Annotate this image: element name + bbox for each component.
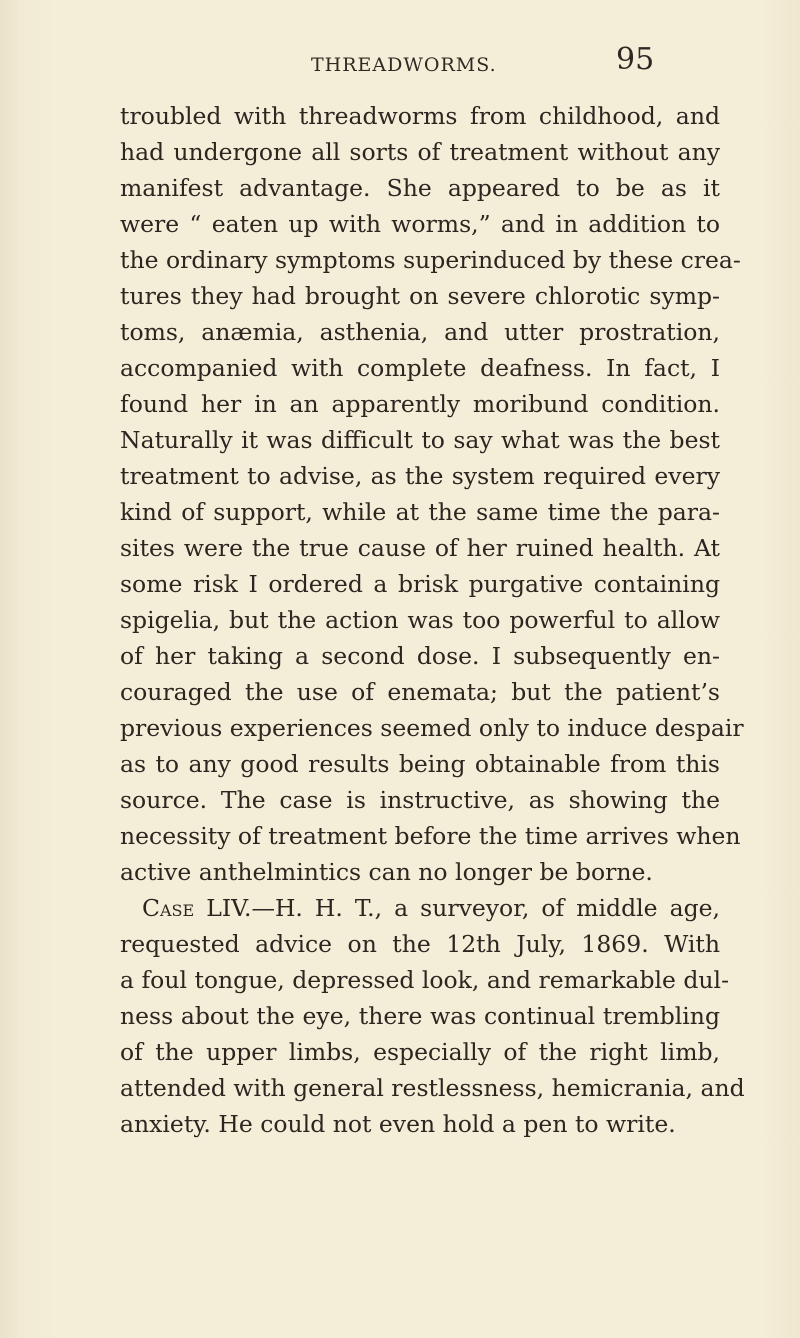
page-number: 95	[616, 42, 655, 77]
text-line: manifest advantage. She appeared to be as it	[120, 174, 720, 202]
text-line: had undergone all sorts of treatment without any	[120, 138, 720, 166]
case-heading-text: LIV.—H. H. T., a surveyor, of middle age,	[194, 894, 720, 922]
text-line: ness about the eye, there was continual trembling	[120, 1002, 720, 1030]
case-heading-line	[120, 890, 720, 926]
text-line: treatment to advise, as the system required every	[120, 462, 720, 490]
text-line: some risk I ordered a brisk purgative containing	[120, 570, 720, 598]
text-line: spigelia, but the action was too powerful to allow	[120, 606, 720, 634]
text-line: necessity of treatment before the time arrives when	[120, 822, 741, 850]
paragraph-end-line: active anthelmintics can no longer be borne.	[120, 858, 653, 886]
text-line: attended with general restlessness, hemicrania, and	[120, 1074, 745, 1102]
text-line: previous experiences seemed only to induce despair	[120, 714, 744, 742]
text-line: troubled with threadworms from childhood, and	[120, 102, 720, 130]
text-line: found her in an apparently moribund condition.	[120, 390, 720, 418]
text-line: toms, anæmia, asthenia, and utter prostration,	[120, 318, 720, 346]
text-line: source. The case is instructive, as showing the	[120, 786, 720, 814]
text-line: the ordinary symptoms superinduced by these crea-	[120, 246, 741, 274]
text-line: tures they had brought on severe chlorotic symp-	[120, 282, 720, 310]
text-line: requested advice on the 12th July, 1869. With	[120, 930, 720, 958]
running-head: THREADWORMS.	[311, 54, 497, 76]
text-line: of the upper limbs, especially of the right limb,	[120, 1038, 720, 1066]
text-line: were “ eaten up with worms,” and in addition to	[120, 210, 720, 238]
case-label: Case	[142, 894, 195, 922]
text-line: anxiety. He could not even hold a pen to write.	[120, 1110, 676, 1138]
text-line: Naturally it was difficult to say what was the best	[120, 426, 720, 454]
page-header	[0, 42, 800, 88]
text-line: kind of support, while at the same time the para-	[120, 498, 720, 526]
text-line: sites were the true cause of her ruined health. At	[120, 534, 720, 562]
text-line: accompanied with complete deafness. In fact, I	[120, 354, 720, 382]
body-text	[120, 98, 745, 1142]
text-line: of her taking a second dose. I subsequently en-	[120, 642, 720, 670]
text-line: couraged the use of enemata; but the patient’s	[120, 678, 720, 706]
text-line: a foul tongue, depressed look, and remarkable dul-	[120, 966, 730, 994]
text-line: as to any good results being obtainable from this	[120, 750, 720, 778]
